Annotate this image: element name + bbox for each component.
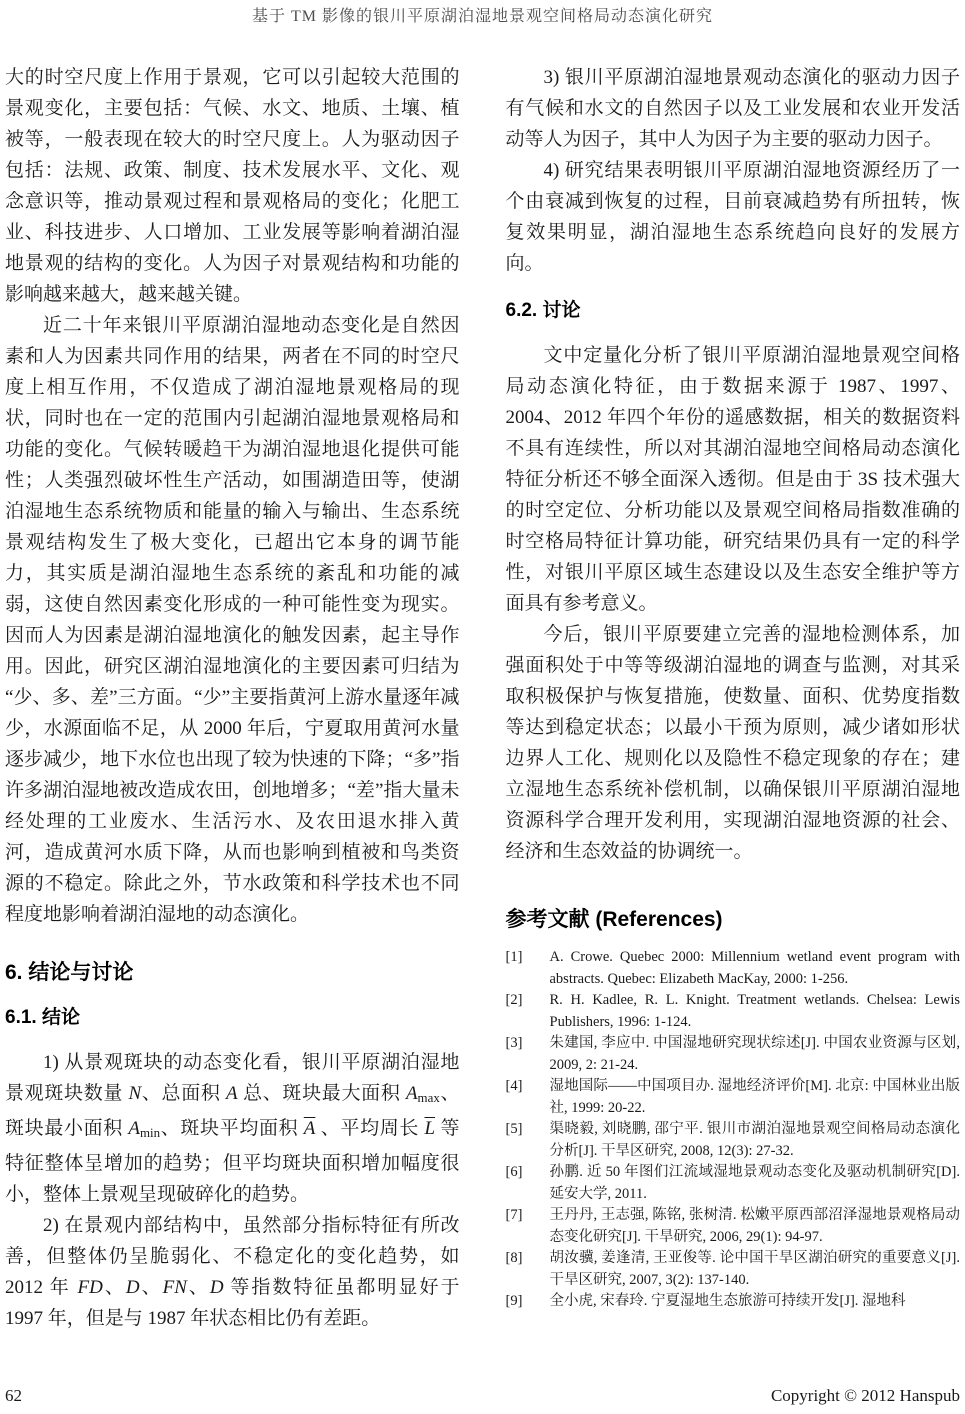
reference-text: R. H. Kadlee, R. L. Knight. Treatment wetlands. Chelsea: Lewis Publishers, 1996: 1-124. xyxy=(549,992,960,1030)
reference-text: 全小虎, 宋春玲. 宁夏湿地生态旅游可持续开发[J]. 湿地科 xyxy=(549,1293,906,1309)
reference-label: [3] xyxy=(505,1035,523,1051)
reference-label: [5] xyxy=(505,1121,523,1137)
reference-item xyxy=(506,990,961,1033)
reference-text: A. Crowe. Quebec 2000: Millennium wetland event program with abstracts. Quebec: Elizabeth MacKay, 2000: 1-256. xyxy=(549,949,960,987)
reference-item xyxy=(506,1162,961,1205)
discussion-paragraph-1: 文中定量化分析了银川平原湖泊湿地景观空间格局动态演化特征，由于数据来源于 1987、1997、2004、2012 年四个年份的遥感数据，相关的数据资料不具有连续性，所以对其湖泊湿地空间格局动态演化特征分析还不够全面深入透彻。但是由于 3S 技术强大的时空定位、分析功能以及景观空间格局指数准确的时空格局特征计算功能，研究结果仍具有一定的科学性，对银川平原区域生态建设以及生态安全维护等方面具有参考意义。 xyxy=(505,345,960,614)
reference-label: [7] xyxy=(505,1207,523,1223)
two-column-body xyxy=(0,62,965,1334)
subsection-heading-conclusion: 6.1. 结论 xyxy=(5,1007,80,1028)
reference-text: 王丹丹, 王志强, 陈铭, 张树清. 松嫩平原西部沼泽湿地景观格局动态变化研究[J]. 干旱研究, 2006, 29(1): 94-97. xyxy=(549,1207,960,1245)
left-column xyxy=(5,62,460,1334)
conclusion-item-3: 3) 银川平原湖泊湿地景观动态演化的驱动力因子有气候和水文的自然因子以及工业发展和农业开发活动等人为因子，其中人为因子为主要的驱动力因子。 xyxy=(505,67,960,150)
reference-text: 渠晓毅, 刘晓鹏, 邵宁平. 银川市湖泊湿地景观空间格局动态演化分析[J]. 干旱区研究, 2008, 12(3): 27-32. xyxy=(549,1121,960,1159)
section-heading-conclusion-discussion: 6. 结论与讨论 xyxy=(5,961,134,984)
reference-item xyxy=(506,947,961,990)
conclusion-item-4: 4) 研究结果表明银川平原湖泊湿地资源经历了一个由衰减到恢复的过程，目前衰减趋势有所扭转，恢复效果明显，湖泊湿地生态系统趋向良好的发展方向。 xyxy=(505,160,960,274)
running-title: 基于 TM 影像的银川平原湖泊湿地景观空间格局动态演化研究 xyxy=(251,8,713,25)
reference-text: 朱建国, 李应中. 中国湿地研究现状综述[J]. 中国农业资源与区划, 2009, 2: 21-24. xyxy=(549,1035,960,1073)
subsection-heading-discussion: 6.2. 讨论 xyxy=(505,300,581,321)
right-column xyxy=(506,62,961,1334)
reference-text: 孙鹏. 近 50 年图们江流域湿地景观动态变化及驱动机制研究[D]. 延安大学, 2011. xyxy=(549,1164,960,1202)
paragraph-continuation: 大的时空尺度上作用于景观，它可以引起较大范围的景观变化，主要包括：气候、水文、地质、土壤、植被等，一般表现在较大的时空尺度上。人为驱动因子包括：法规、政策、制度、技术发展水平、文化、观念意识等，推动景观过程和景观格局的变化；化肥工业、科技进步、人口增加、工业发展等影响着湖泊湿地景观的结构的变化。人为因子对景观结构和功能的影响越来越大，越来越关键。 xyxy=(5,67,460,305)
discussion-paragraph-2: 今后，银川平原要建立完善的湿地检测体系，加强面积处于中等等级湖泊湿地的调查与监测，对其采取积极保护与恢复措施，使数量、面积、优势度指数等达到稳定状态；以最小干预为原则，减少诸如形状边界人工化、规则化以及隐性不稳定现象的存在；建立湿地生态系统补偿机制，以确保银川平原湖泊湿地资源科学合理开发利用，实现湖泊湿地资源的社会、经济和生态效益的协调统一。 xyxy=(505,624,960,862)
page-footer xyxy=(5,1386,960,1406)
conclusion-item-2: 2) 在景观内部结构中，虽然部分指标特征有所改善，但整体仍呈脆弱化、不稳定化的变化趋势，如 2012 年 FD、D、FN、D 等指数特征虽都明显好于 1997 年，但是与 1987 年状态相比仍有差距。 xyxy=(5,1215,460,1330)
references-list xyxy=(506,947,961,1313)
conclusion-item-1: 1) 从景观斑块的动态变化看，银川平原湖泊湿地景观斑块数量 N、总面积 A 总、斑块最大面积 Amax、斑块最小面积 Amin、斑块平均面积 $\overline{A}$ 、平均周长 $\overline{L}$ 等特征整体呈增加的趋势；但平均斑块面积增加幅度很小，整体上景观呈现破碎化的趋势。 xyxy=(5,1052,460,1206)
reference-item xyxy=(506,1291,961,1313)
page-number: 62 xyxy=(5,1386,22,1405)
reference-label: [8] xyxy=(505,1250,523,1266)
reference-item xyxy=(506,1119,961,1162)
reference-text: 湿地国际——中国项目办. 湿地经济评价[M]. 北京: 中国林业出版社, 1999: 20-22. xyxy=(549,1078,960,1116)
reference-label: [4] xyxy=(505,1078,523,1094)
reference-label: [2] xyxy=(505,992,523,1008)
reference-item xyxy=(506,1248,961,1291)
reference-item xyxy=(506,1076,961,1119)
references-heading: 参考文献 (References) xyxy=(505,908,723,931)
reference-item xyxy=(506,1205,961,1248)
paragraph-driving-factors: 近二十年来银川平原湖泊湿地动态变化是自然因素和人为因素共同作用的结果，两者在不同的时空尺度上相互作用，不仅造成了湖泊湿地景观格局的现状，同时也在一定的范围内引起湖泊湿地景观格局和功能的变化。气候转暖趋干为湖泊湿地退化提供可能性；人类强烈破坏性生产活动，如围湖造田等，使湖泊湿地生态系统物质和能量的输入与输出、生态系统景观结构发生了极大变化，已超出它本身的调节能力，其实质是湖泊湿地生态系统的紊乱和功能的减弱，这使自然因素变化形成的一种可能性变为现实。因而人为因素是湖泊湿地演化的触发因素，起主导作用。因此，研究区湖泊湿地演化的主要因素可归结为“少、多、差”三方面。“少”主要指黄河上游水量逐年减少，水源面临不足，从 2000 年后，宁夏取用黄河水量逐步减少，地下水位也出现了较为快速的下降；“多”指许多湖泊湿地被改造成农田，创地增多；“差”指大量未经处理的工业废水、生活污水、及农田退水排入黄河，造成黄河水质下降，从而也影响到植被和鸟类资源的不稳定。除此之外，节水政策和科学技术也不同程度地影响着湖泊湿地的动态演化。 xyxy=(5,315,460,925)
reference-label: [6] xyxy=(505,1164,523,1180)
reference-text: 胡汝骥, 姜逢清, 王亚俊等. 论中国干旱区湖泊研究的重要意义[J]. 干旱区研究, 2007, 3(2): 137-140. xyxy=(549,1250,960,1288)
reference-label: [9] xyxy=(505,1293,523,1309)
reference-item xyxy=(506,1033,961,1076)
reference-label: [1] xyxy=(505,949,523,965)
copyright-notice: Copyright © 2012 Hanspub xyxy=(770,1386,960,1405)
